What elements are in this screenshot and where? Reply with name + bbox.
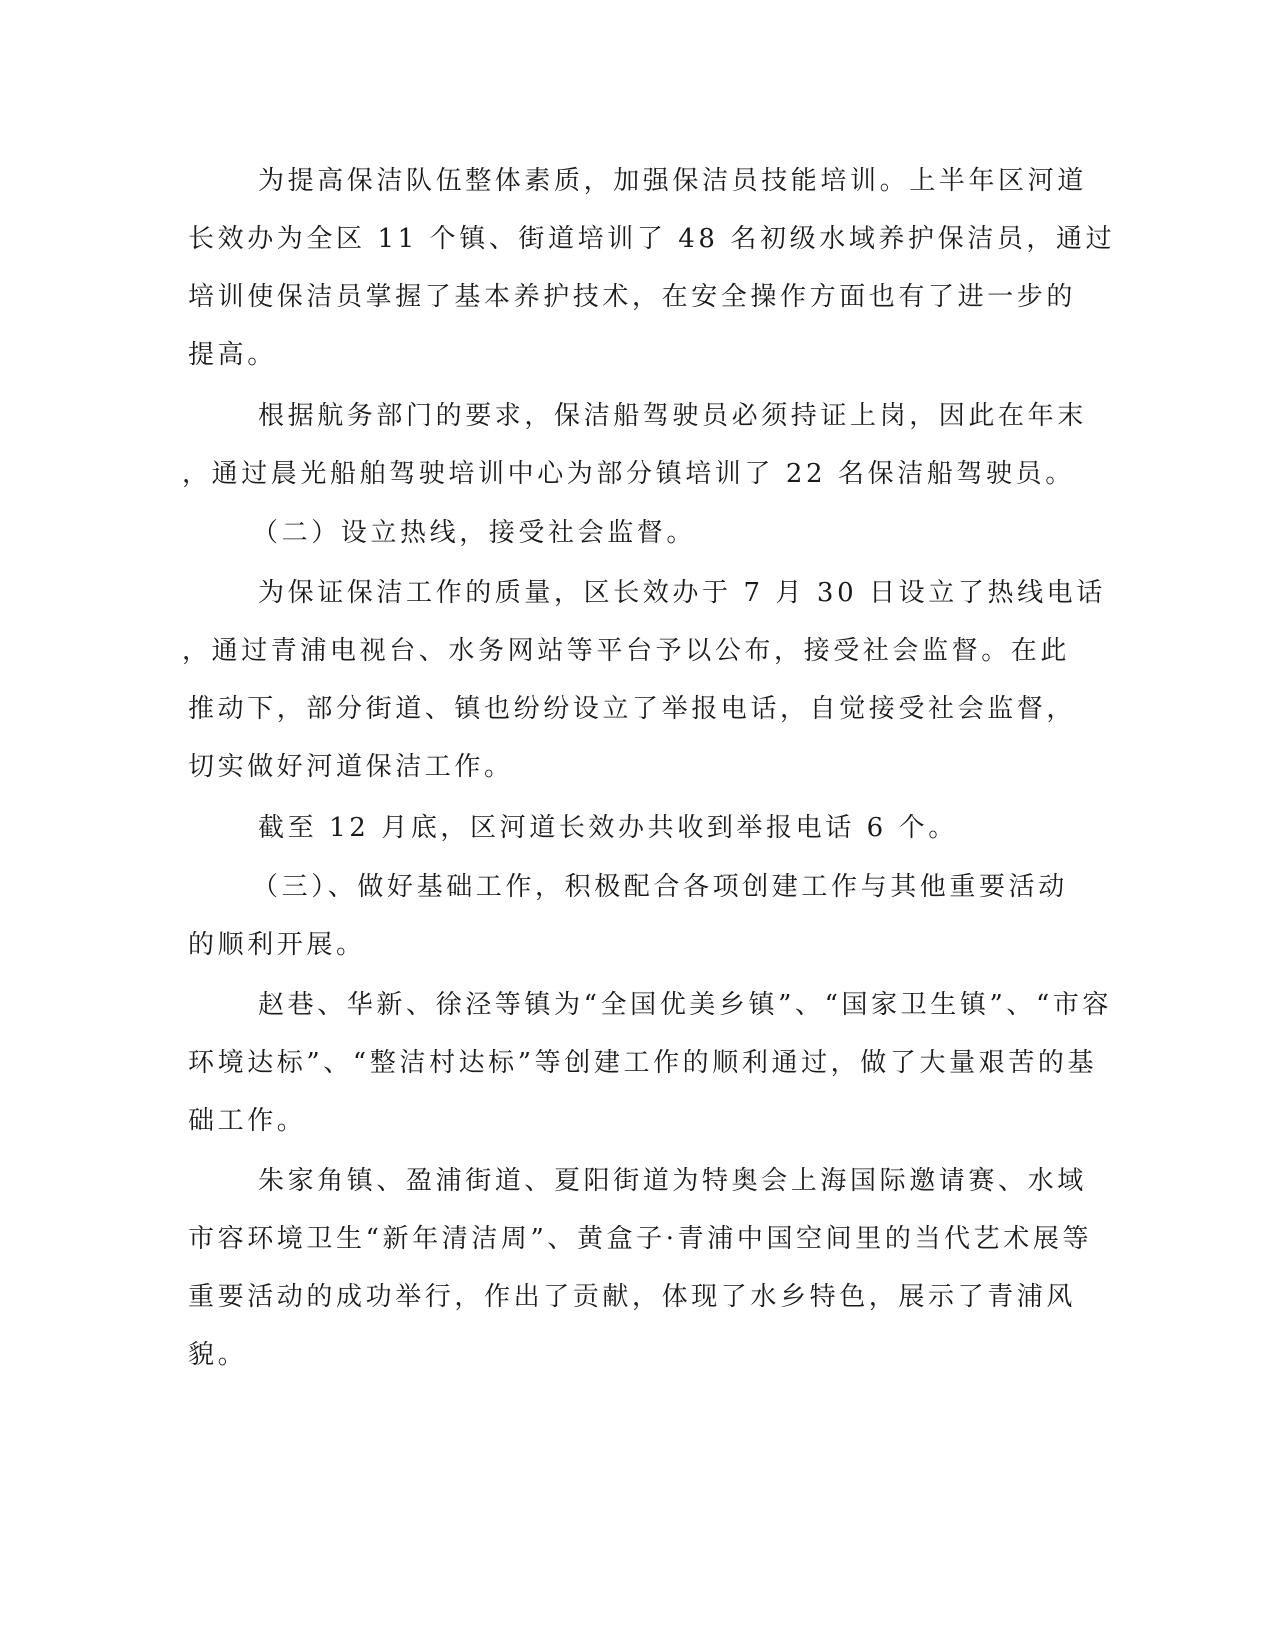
text-line: 赵巷、华新、徐泾等镇为“全国优美乡镇”、“国家卫生镇”、“市容 bbox=[258, 990, 1113, 1020]
text-line: 培训使保洁员掌握了基本养护技术，在安全操作方面也有了进一步的 bbox=[188, 282, 1077, 312]
text-line: 础工作。 bbox=[188, 1106, 307, 1136]
text-line: ，通过青浦电视台、水务网站等平台予以公布，接受社会监督。在此 bbox=[182, 636, 1071, 666]
text-line: 为提高保洁队伍整体素质，加强保洁员技能培训。上半年区河道 bbox=[258, 166, 1087, 196]
text-line: 貌。 bbox=[188, 1340, 248, 1370]
text-line: 切实做好河道保洁工作。 bbox=[188, 752, 514, 782]
section-heading: 的顺利开展。 bbox=[188, 930, 366, 960]
text-line: 朱家角镇、盈浦街道、夏阳街道为特奥会上海国际邀请赛、水域 bbox=[258, 1166, 1087, 1196]
text-line: 提高。 bbox=[188, 340, 277, 370]
text-line: 市容环境卫生“新年清洁周”、黄盒子·青浦中国空间里的当代艺术展等 bbox=[188, 1224, 1093, 1254]
text-line: 截至 12 月底，区河道长效办共收到举报电话 6 个。 bbox=[258, 813, 958, 843]
text-line: 根据航务部门的要求，保洁船驾驶员必须持证上岗，因此在年末 bbox=[258, 401, 1087, 431]
section-heading: （二）设立热线，接受社会监督。 bbox=[252, 518, 697, 548]
text-line: ，通过晨光船舶驾驶培训中心为部分镇培训了 22 名保洁船驾驶员。 bbox=[182, 459, 1075, 489]
text-line: 长效办为全区 11 个镇、街道培训了 48 名初级水域养护保洁员，通过 bbox=[188, 224, 1116, 254]
text-line: 环境达标”、“整洁村达标”等创建工作的顺利通过，做了大量艰苦的基 bbox=[188, 1048, 1098, 1078]
text-line: 推动下，部分街道、镇也纷纷设立了举报电话，自觉接受社会监督， bbox=[188, 694, 1077, 724]
text-line: 为保证保洁工作的质量，区长效办于 7 月 30 日设立了热线电话 bbox=[258, 578, 1106, 608]
text-line: 重要活动的成功举行，作出了贡献，体现了水乡特色，展示了青浦风 bbox=[188, 1282, 1077, 1312]
section-heading: （三）、做好基础工作，积极配合各项创建工作与其他重要活动 bbox=[252, 872, 1068, 902]
